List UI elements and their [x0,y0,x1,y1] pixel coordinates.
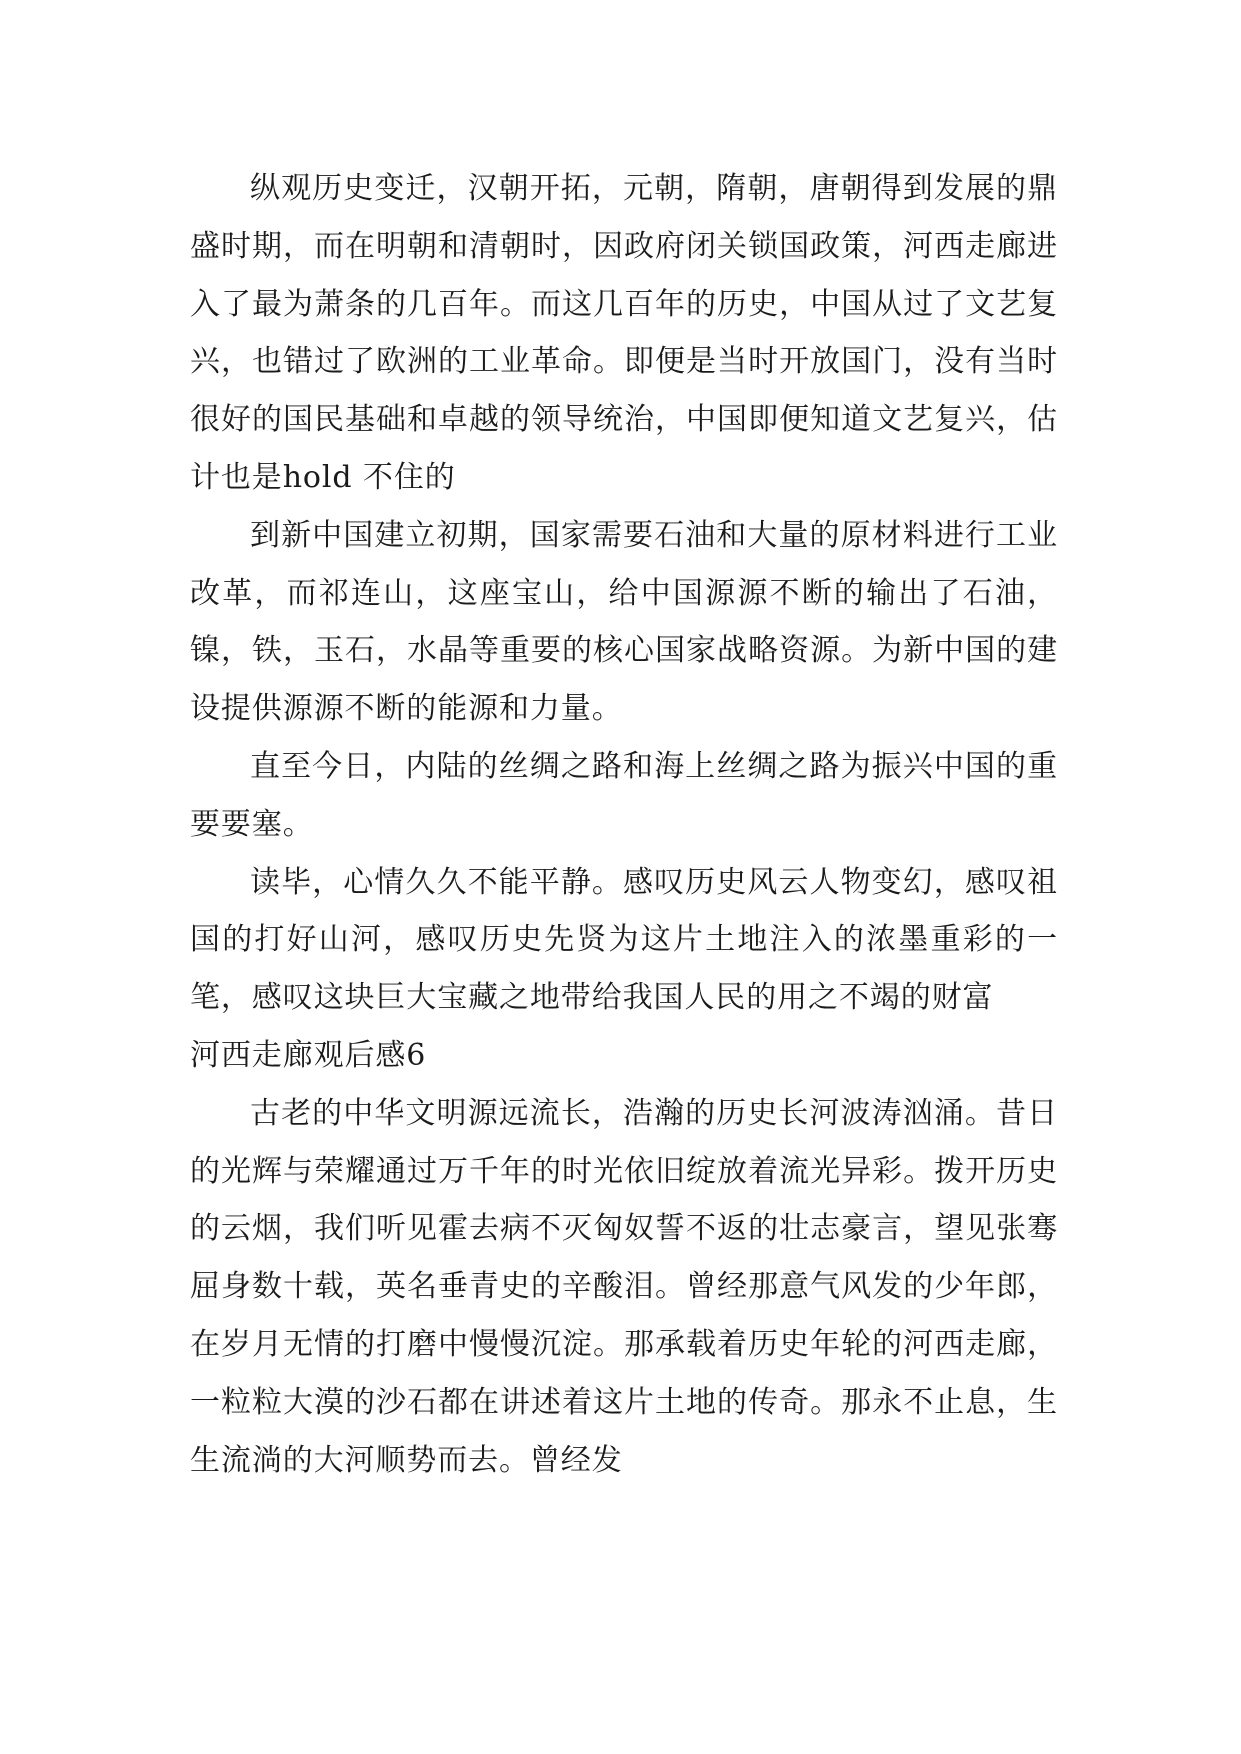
paragraph-ancient-civilization: 古老的中华文明源远流长，浩瀚的历史长河波涛汹涌。昔日的光辉与荣耀通过万千年的时光依旧绽放着流光异彩。拨开历史的云烟，我们听见霍去病不灭匈奴誓不返的壮志豪言，望见张骞屈身数十载，英名垂青史的辛酸泪。曾经那意气风发的少年郎，在岁月无情的打磨中慢慢沉淀。那承载着历史年轮的河西走廊，一粒粒大漠的沙石都在讲述着这片土地的传奇。那永不止息，生生流淌的大河顺势而去。曾经发 [190,1095,1058,1478]
paragraph-new-china-resources: 到新中国建立初期，国家需要石油和大量的原材料进行工业改革，而祁连山，这座宝山，给中国源源不断的输出了石油，镍，铁，玉石，水晶等重要的核心国家战略资源。为新中国的建设提供源源不断的能源和力量。 [190,517,1058,727]
paragraph-silk-road: 直至今日，内陆的丝绸之路和海上丝绸之路为振兴中国的重要要塞。 [190,748,1058,842]
document-body [190,160,1058,1489]
paragraph-reflection: 读毕，心情久久不能平静。感叹历史风云人物变幻，感叹祖国的打好山河，感叹历史先贤为这片土地注入的浓墨重彩的一笔，感叹这块巨大宝藏之地带给我国人民的用之不竭的财富 [190,864,1058,1016]
paragraph-history-dynasties: 纵观历史变迁，汉朝开拓，元朝，隋朝，唐朝得到发展的鼎盛时期，而在明朝和清朝时，因政府闭关锁国政策，河西走廊进入了最为萧条的几百年。而这几百年的历史，中国从过了文艺复兴，也错过了欧洲的工业革命。即便是当时开放国门，没有当时很好的国民基础和卓越的领导统治，中国即便知道文艺复兴，估计也是hold 不住的 [190,171,1058,495]
section-heading: 河西走廊观后感6 [190,1037,427,1073]
